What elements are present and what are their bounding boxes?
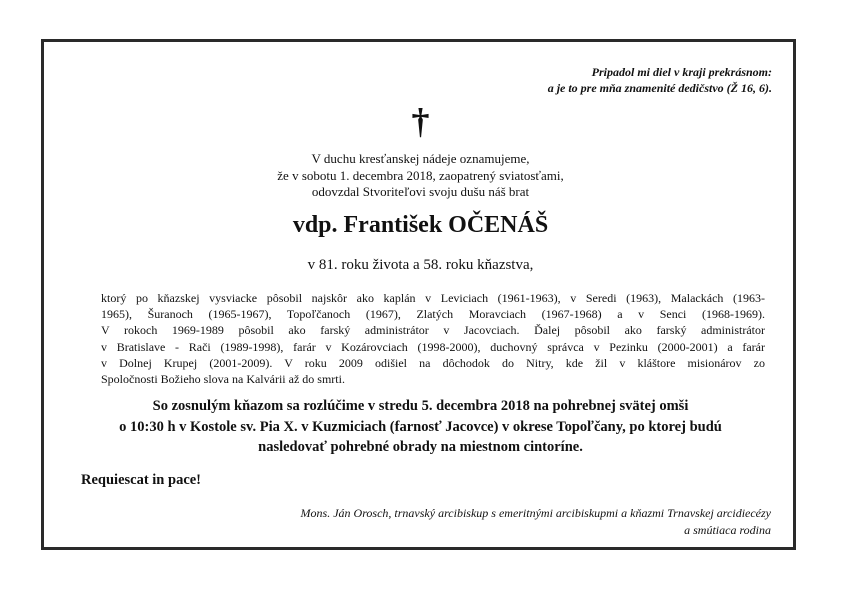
signature-line-2: a smútiaca rodina xyxy=(684,522,771,537)
biography-line: 1965), Šuranoch (1965-1967), Topoľčanoch (1967), Zlatých Moravciach (1967-1968) a v Senci (1968-1969). xyxy=(101,307,765,322)
closing-phrase: Requiescat in pace! xyxy=(81,472,202,488)
bible-motto xyxy=(548,64,772,96)
biography xyxy=(101,290,765,387)
biography-line: V rokoch 1969-1989 pôsobil ako farský administrátor v Jacovciach. Ďalej pôsobil ako farský administrátor xyxy=(101,323,765,338)
funeral-line-3: nasledovať pohrebné obrady na miestnom cintoríne. xyxy=(258,439,583,455)
signature-line-1: Mons. Ján Orosch, trnavský arcibiskup s emeritnými arcibiskupmi a kňazmi Trnavskej arcidiecézy xyxy=(300,506,771,520)
motto-line-1: Pripadol mi diel v kraji prekrásnom: xyxy=(591,65,772,79)
biography-line: v Bratislave - Rači (1989-1998), farár v Kozárovciach (1998-2000), duchovný správca v Pezinku (2000-2001) a farár xyxy=(101,339,765,354)
deceased-name: vdp. František OČENÁŠ xyxy=(292,212,549,238)
cross-icon: † xyxy=(411,101,430,141)
funeral-announcement xyxy=(0,396,841,458)
funeral-line-2: o 10:30 h v Kostole sv. Pia X. v Kuzmiciach (farnosť Jacovce) v okrese Topoľčany, po ktorej budú xyxy=(119,418,722,435)
intro-line-1: V duchu kresťanskej nádeje oznamujeme, xyxy=(311,151,530,166)
funeral-line-1: So zosnulým kňazom sa rozlúčime v stredu 5. decembra 2018 na pohrebnej svätej omši xyxy=(152,398,689,414)
biography-line: ktorý po kňazskej vysviacke pôsobil najskôr ako kaplán v Leviciach (1961-1963), v Seredi (1963), Malackách (1963- xyxy=(101,291,765,305)
intro-line-3: odovzdal Stvoriteľovi svoju dušu náš brat xyxy=(311,184,530,199)
announcement-intro xyxy=(0,151,841,201)
age-line: v 81. roku života a 58. roku kňazstva, xyxy=(307,257,534,273)
signature xyxy=(301,505,771,538)
biography-line: Spoločnosti Božieho slova na Kalvárii až do smrti. xyxy=(101,372,345,387)
biography-line: v Dolnej Krupej (2001-2009). V roku 2009 odišiel na dôchodok do Nitry, kde žil v kláštore misionárov zo xyxy=(101,355,765,370)
motto-line-2: a je to pre mňa znamenité dedičstvo (Ž 16, 6). xyxy=(547,81,772,95)
intro-line-2: že v sobotu 1. decembra 2018, zaopatrený sviatosťami, xyxy=(277,167,564,183)
